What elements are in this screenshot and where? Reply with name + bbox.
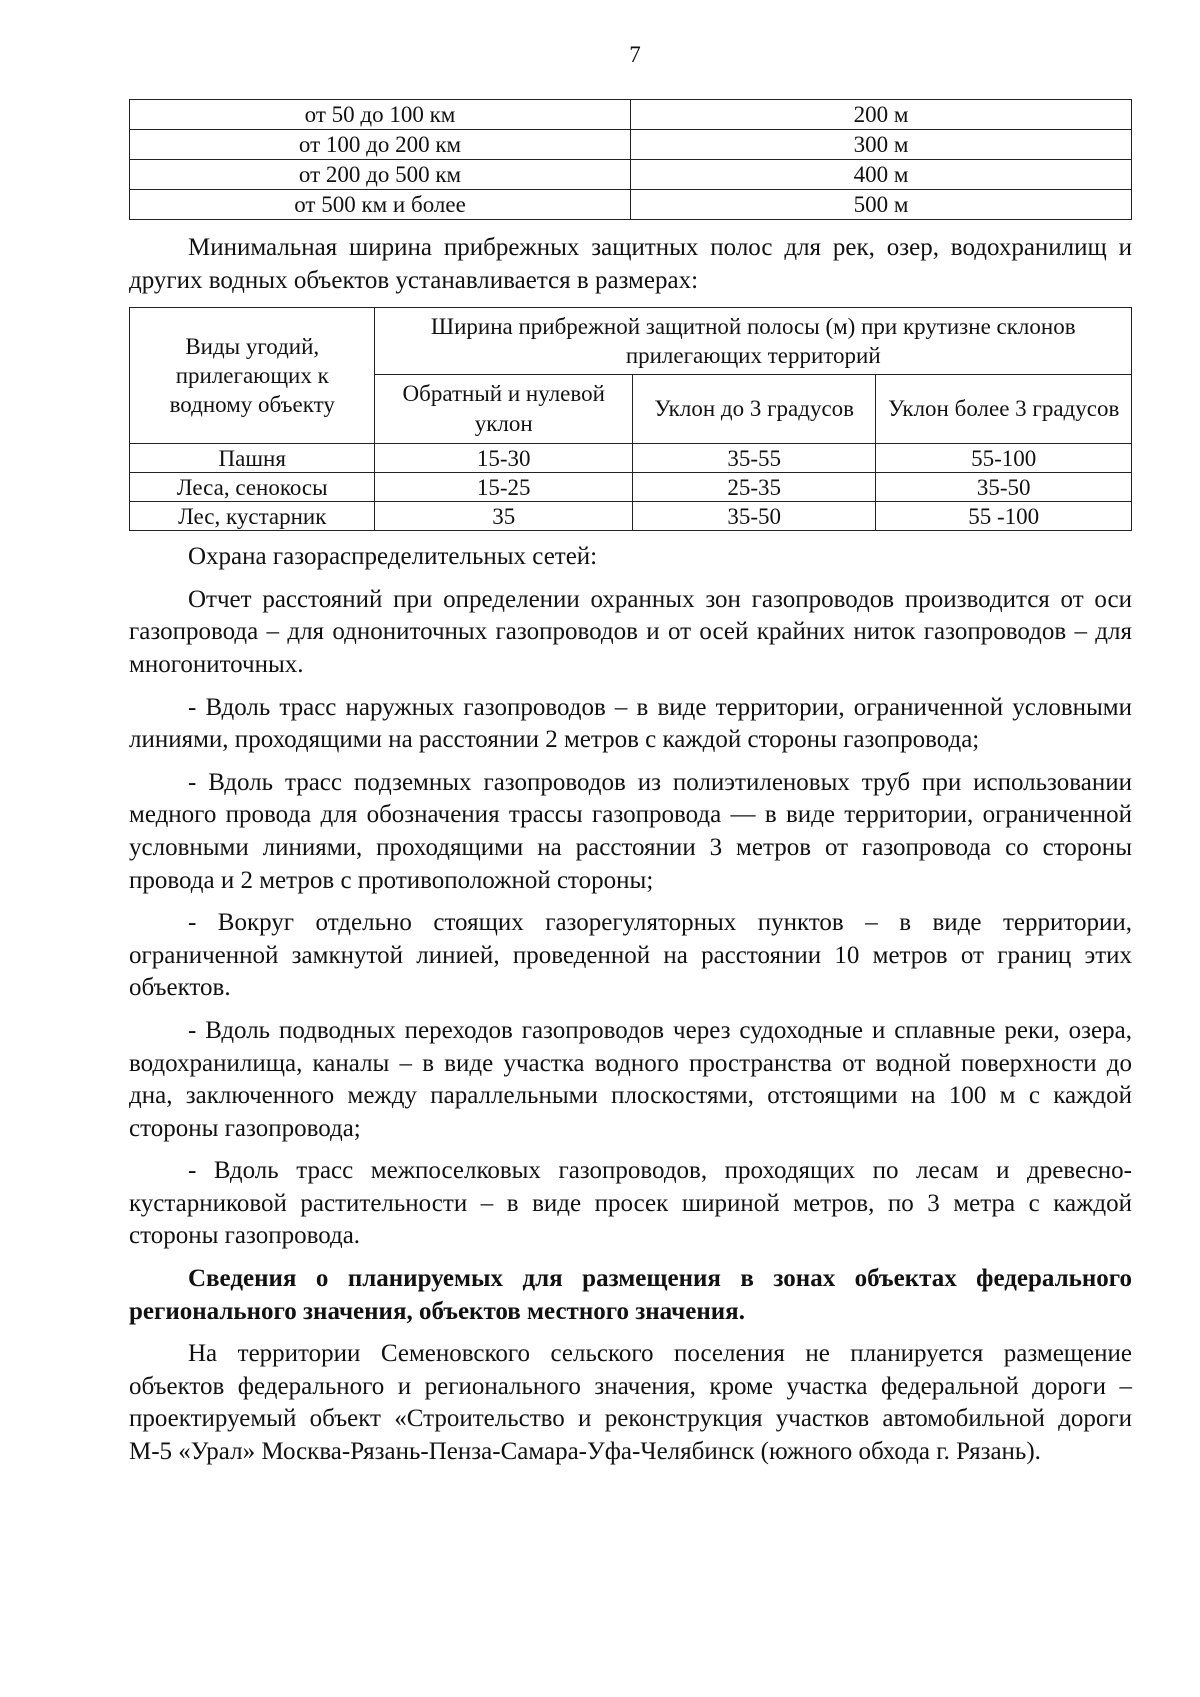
distance-range-cell: от 100 до 200 км <box>130 130 631 160</box>
land-type-header: Виды угодий, прилегающих к водному объекту <box>130 308 375 444</box>
table-header-row <box>130 308 1132 375</box>
value-cell: 25-35 <box>632 473 875 502</box>
document-body <box>129 99 1132 1469</box>
page-number: 7 <box>629 42 641 67</box>
land-type-cell: Лес, кустарник <box>130 502 375 531</box>
distance-table <box>129 99 1132 220</box>
land-type-cell: Леса, сенокосы <box>130 473 375 502</box>
gas-zone-item: - Вокруг отдельно стоящих газорегуляторных пунктов – в виде территории, ограниченной замкнутой линией, проведенной на расстоянии 10 метров от границ этих объектов. <box>129 909 1132 1002</box>
value-cell: 35-50 <box>632 502 875 531</box>
strip-width-header: Ширина прибрежной защитной полосы (м) при крутизне склонов прилегающих территорий <box>375 308 1132 375</box>
coastal-intro-paragraph: Минимальная ширина прибрежных защитных полос для рек, озер, водохранилищ и других водных объектов устанавливается в размерах: <box>129 234 1132 294</box>
distance-range-cell: от 200 до 500 км <box>130 160 631 190</box>
distance-width-cell: 200 м <box>631 100 1132 130</box>
table-row <box>130 160 1132 190</box>
gas-heading: Охрана газораспределительных сетей: <box>188 543 598 571</box>
value-cell: 35-55 <box>632 444 875 473</box>
gas-zone-item: - Вдоль трасс наружных газопроводов – в виде территории, ограниченной условными линиями, проходящими на расстоянии 2 метров с каждой стороны газопровода; <box>129 693 1132 754</box>
value-cell: 15-30 <box>375 444 633 473</box>
value-cell: 55-100 <box>876 444 1132 473</box>
land-type-cell: Пашня <box>130 444 375 473</box>
distance-width-cell: 500 м <box>631 190 1132 220</box>
planned-objects-paragraph: На территории Семеновского сельского поселения не планируется размещение объектов федерального и регионального значения, кроме участка федеральной дороги – проектируемый объект «Строительство и реконструкция участков автомобильной дороги М-5 «Урал» Москва-Рязань-Пенза-Самара-Уфа-Челябинск (южного обхода г. Рязань). <box>129 1340 1132 1466</box>
value-cell: 15-25 <box>375 473 633 502</box>
gas-zone-item: - Вдоль трасс подземных газопроводов из полиэтиленовых труб при использовании медного провода для обозначения трассы газопровода — в виде территории, ограниченной условными линиями, проходящими на расстоянии 3 метров от газопровода со стороны провода и 2 метров с противоположной стороны; <box>129 768 1132 894</box>
distance-range-cell: от 50 до 100 км <box>130 100 631 130</box>
value-cell: 35 <box>375 502 633 531</box>
distance-range-cell: от 500 км и более <box>130 190 631 220</box>
gas-zone-item: - Вдоль трасс межпоселковых газопроводов, проходящих по лесам и древесно-кустарниковой растительности – в виде просек шириной метров, по 3 метра с каждой стороны газопровода. <box>129 1157 1132 1250</box>
gas-zone-item: - Вдоль подводных переходов газопроводов через судоходные и сплавные реки, озера, водохранилища, каналы – в виде участка водного пространства от водной поверхности до дна, заключенного между параллельными плоскостями, отстоящими на 100 м с каждой стороны газопровода; <box>129 1016 1132 1142</box>
slope-over-3-header: Уклон более 3 градусов <box>876 375 1132 444</box>
table-row <box>130 130 1132 160</box>
slope-reverse-header: Обратный и нулевой уклон <box>375 375 633 444</box>
gas-measure-paragraph: Отчет расстояний при определении охранных зон газопроводов производится от оси газопровода – для однониточных газопроводов и от осей крайних ниток газопроводов – для многониточных. <box>129 585 1132 678</box>
table-row <box>130 190 1132 220</box>
distance-width-cell: 400 м <box>631 160 1132 190</box>
table-row <box>130 502 1132 531</box>
table-row <box>130 473 1132 502</box>
table-row <box>130 444 1132 473</box>
distance-width-cell: 300 м <box>631 130 1132 160</box>
coastal-strip-table <box>129 307 1132 531</box>
value-cell: 55 -100 <box>876 502 1132 531</box>
value-cell: 35-50 <box>876 473 1132 502</box>
planned-objects-heading: Сведения о планируемых для размещения в зонах объектах федерального регионального значения, объектов местного значения. <box>129 1265 1132 1325</box>
table-row <box>130 100 1132 130</box>
slope-up-to-3-header: Уклон до 3 градусов <box>632 375 875 444</box>
